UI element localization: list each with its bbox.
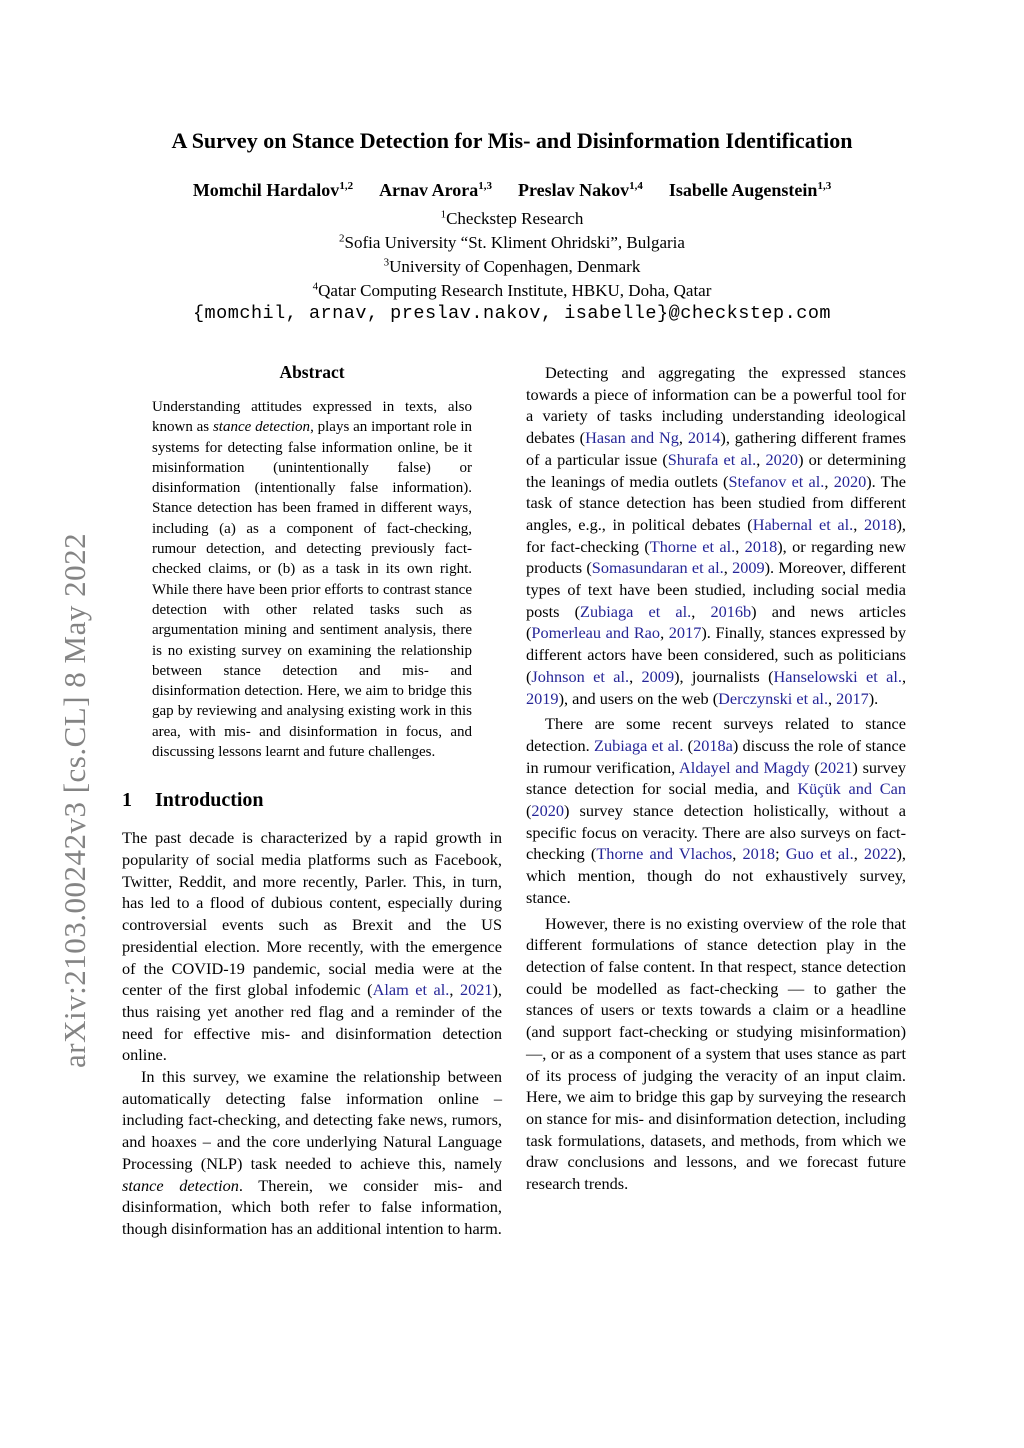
text-segment: stance detection: [122, 1175, 239, 1195]
text-segment: ;: [775, 844, 786, 864]
citation-link[interactable]: 2017: [836, 688, 869, 708]
citation-link[interactable]: Pomerleau and Rao: [531, 623, 661, 643]
text-segment: ,: [732, 844, 743, 864]
citation-link[interactable]: 2018a: [693, 735, 733, 755]
left-column: [122, 362, 502, 1240]
intro-paragraph-1: [122, 827, 502, 1066]
author-name: Momchil Hardalov$^{1,2}$: [192, 180, 354, 200]
text-segment: ), for fact-checking (: [526, 514, 906, 556]
citation-link[interactable]: 2016b: [710, 601, 752, 621]
citation-link[interactable]: Habernal et al.: [752, 514, 854, 534]
citation-link[interactable]: 2020: [765, 449, 799, 469]
text-segment: ), or regarding new products (: [526, 536, 906, 578]
citation-link[interactable]: 2018: [744, 536, 778, 556]
citation-link[interactable]: Somasundaran et al.: [591, 558, 724, 578]
text-segment: ) and news articles (: [526, 601, 906, 643]
author-name: Preslav Nakov$^{1,4}$: [517, 180, 643, 200]
citation-link[interactable]: 2021: [459, 980, 493, 1000]
text-segment: Detecting and aggregating the expressed stances towards a piece of information can be a powerful tool for a variety of tasks including understanding ideological debates (: [526, 363, 906, 448]
text-segment: ,: [853, 844, 864, 864]
text-segment: ,: [678, 428, 688, 448]
text-segment: (: [809, 757, 820, 777]
text-segment: However, there is no existing overview of the role that different formulations of stance detection play in the detection of false content. In that respect, stance detection could be modelled as fact-checking — to gather the stances of users or texts towards a claim or a headline (and support fact-checking or studying misinformation) —, or as a component of a system that uses stance as part of its process of judging the veracity of an input claim. Here, we aim to bridge this gap by surveying the research on stance for mis- and disinformation detection, including task formulations, datasets, and methods, from which we draw conclusions and lessons, and we forecast future research trends.: [526, 913, 906, 1194]
text-segment: , plays an important role in systems for detecting false information online, be it misinformation (unintentionally false) or disinformation (intentionally false information). Stance detection has been framed in different ways, including (a) as a component of fact-checking, rumour detection, and detecting previously fact-checked claims, or (b) as a task in its own right. While there have been prior efforts to contrast stance detection with other related tasks such as argumentation mining and sentiment analysis, there is no existing survey on examining the relationship between stance detection and mis- and disinformation detection. Here, we aim to bridge this gap by reviewing and analysing existing work in this area, with mis- and disinformation in focus, and discussing lessons learnt and future challenges.: [152, 419, 472, 761]
abstract-heading: Abstract: [279, 362, 345, 382]
text-segment: ) survey stance detection for social media, and: [526, 757, 906, 799]
abstract-text: [152, 397, 472, 762]
text-segment: ,: [853, 514, 864, 534]
citation-link[interactable]: Alam et al.: [372, 980, 450, 1000]
affiliation: $^4$Qatar Computing Research Institute, HBKU, Doha, Qatar: [312, 280, 712, 300]
right-column: [526, 362, 906, 1195]
arxiv-watermark: arXiv:2103.00242v3 [cs.CL] 8 May 2022: [57, 532, 92, 1068]
text-segment: ,: [629, 666, 642, 686]
text-segment: ,: [660, 623, 669, 643]
affiliation: $^3$University of Copenhagen, Denmark: [383, 256, 641, 276]
text-segment: ). Finally, stances expressed by different actors have been considered, such as politicians (: [526, 623, 907, 686]
text-segment: ) survey stance detection holistically, without a specific focus on veracity. There are also surveys on fact-checking (: [526, 801, 906, 864]
citation-link[interactable]: 2009: [641, 666, 675, 686]
body-paragraph-related-surveys: [526, 713, 906, 908]
citation-link[interactable]: Küçük and Can: [797, 779, 906, 799]
text-segment: There are some recent surveys related to stance detection.: [526, 714, 906, 755]
paper-title: A Survey on Stance Detection for Mis- and Disinformation Identification: [171, 128, 853, 153]
citation-link[interactable]: 2009: [732, 558, 765, 578]
text-segment: ,: [449, 980, 460, 1000]
author-affiliation-marker: 1,2: [339, 180, 354, 192]
section-title: Introduction: [155, 789, 264, 812]
text-segment: Understanding attitudes expressed in texts, also known as: [152, 399, 472, 436]
citation-link[interactable]: 2019: [526, 688, 559, 708]
text-segment: (: [683, 735, 694, 755]
text-segment: ,: [901, 666, 907, 686]
affiliation: $^2$Sofia University “St. Kliment Ohridski”, Bulgaria: [339, 232, 685, 252]
author-affiliation-marker: 1,3: [817, 180, 832, 192]
text-segment: ,: [723, 558, 733, 578]
author-name: Arnav Arora$^{1,3}$: [379, 180, 492, 200]
text-segment: ), thus raising yet another red flag and a reminder of the need for effective mis- and disinformation detection online.: [122, 980, 503, 1065]
author-affiliation-marker: 1,3: [478, 180, 492, 192]
citation-link[interactable]: 2017: [668, 623, 702, 643]
citation-link[interactable]: Hasan and Ng: [585, 428, 679, 448]
contact-email: {momchil, arnav, preslav.nakov, isabelle}@checkstep.com: [192, 303, 832, 324]
text-segment: ,: [824, 471, 834, 491]
citation-link[interactable]: Zubiaga et al.: [594, 735, 684, 755]
intro-paragraph-2: [122, 1066, 502, 1240]
citation-link[interactable]: 2020: [531, 801, 564, 821]
text-segment: stance detection: [212, 419, 311, 436]
text-segment: In this survey, we examine the relationship between automatically detecting false information online – including fact-checking, and detecting fake news, rumors, and hoaxes – and the core underlying Natural Language Processing (NLP) task needed to achieve this, namely: [122, 1067, 502, 1173]
text-segment: . Therein, we consider mis- and disinformation, which both refer to false information, though disinformation has an additional intention to harm.: [122, 1175, 502, 1238]
citation-link[interactable]: Shurafa et al.: [667, 449, 757, 469]
text-segment: ), which mention, though do not exhaustively survey, stance.: [526, 844, 906, 907]
citation-link[interactable]: Derczynski et al.: [718, 688, 829, 708]
text-segment: ) discuss the role of stance in rumour verification,: [526, 735, 906, 777]
citation-link[interactable]: Zubiaga et al.: [580, 601, 692, 621]
text-segment: ,: [691, 601, 711, 621]
body-paragraph-stance-tasks: [526, 362, 906, 709]
text-segment: ), and users on the web (: [558, 688, 719, 708]
affiliation-list: [0, 207, 1024, 303]
citation-link[interactable]: Hanselowski et al.: [773, 666, 902, 686]
text-segment: ).: [868, 688, 879, 708]
section-number: 1: [122, 789, 132, 812]
text-segment: ), journalists (: [674, 666, 774, 686]
text-segment: ). Moreover, different types of text have been studied, including social media posts (: [526, 558, 907, 621]
citation-link[interactable]: 2021: [819, 757, 853, 777]
text-segment: ) or determining the leanings of media outlets (: [526, 449, 907, 491]
citation-link[interactable]: Stefanov et al.: [728, 471, 825, 491]
text-segment: ). The task of stance detection has been studied from different angles, e.g., in political debates (: [526, 471, 906, 534]
citation-link[interactable]: Thorne and Vlachos: [596, 844, 733, 864]
citation-link[interactable]: Thorne et al.: [649, 536, 736, 556]
citation-link[interactable]: Johnson et al.: [531, 666, 630, 686]
citation-link[interactable]: 2022: [863, 844, 897, 864]
author-list: [0, 180, 1024, 201]
text-segment: The past decade is characterized by a rapid growth in popularity of social media platforms such as Facebook, Twitter, Reddit, and more recently, Parler. This, in turn, has led to a flood of dubious content, especially during controversial events such as Brexit and the US presidential election. More recently, with the emergence of the COVID-19 pandemic, social media were at the center of the first global infodemic (: [122, 828, 502, 1000]
section-heading-introduction: [122, 789, 502, 812]
citation-link[interactable]: 2018: [863, 514, 897, 534]
affiliation: $^1$Checkstep Research: [440, 208, 584, 228]
text-segment: ,: [828, 688, 837, 708]
author-affiliation-marker: 1,4: [629, 180, 643, 192]
citation-link[interactable]: Guo et al.: [785, 844, 854, 864]
text-segment: ,: [756, 449, 766, 469]
citation-link[interactable]: 2020: [833, 471, 867, 491]
text-segment: ), gathering different frames of a particular issue (: [526, 428, 907, 469]
author-name: Isabelle Augenstein$^{1,3}$: [668, 180, 832, 200]
body-paragraph-survey-goal: [526, 913, 906, 1195]
citation-link[interactable]: Aldayel and Magdy: [679, 757, 810, 777]
text-segment: (: [526, 801, 532, 821]
citation-link[interactable]: 2018: [742, 844, 776, 864]
text-segment: ,: [735, 536, 745, 556]
citation-link[interactable]: 2014: [687, 428, 721, 448]
